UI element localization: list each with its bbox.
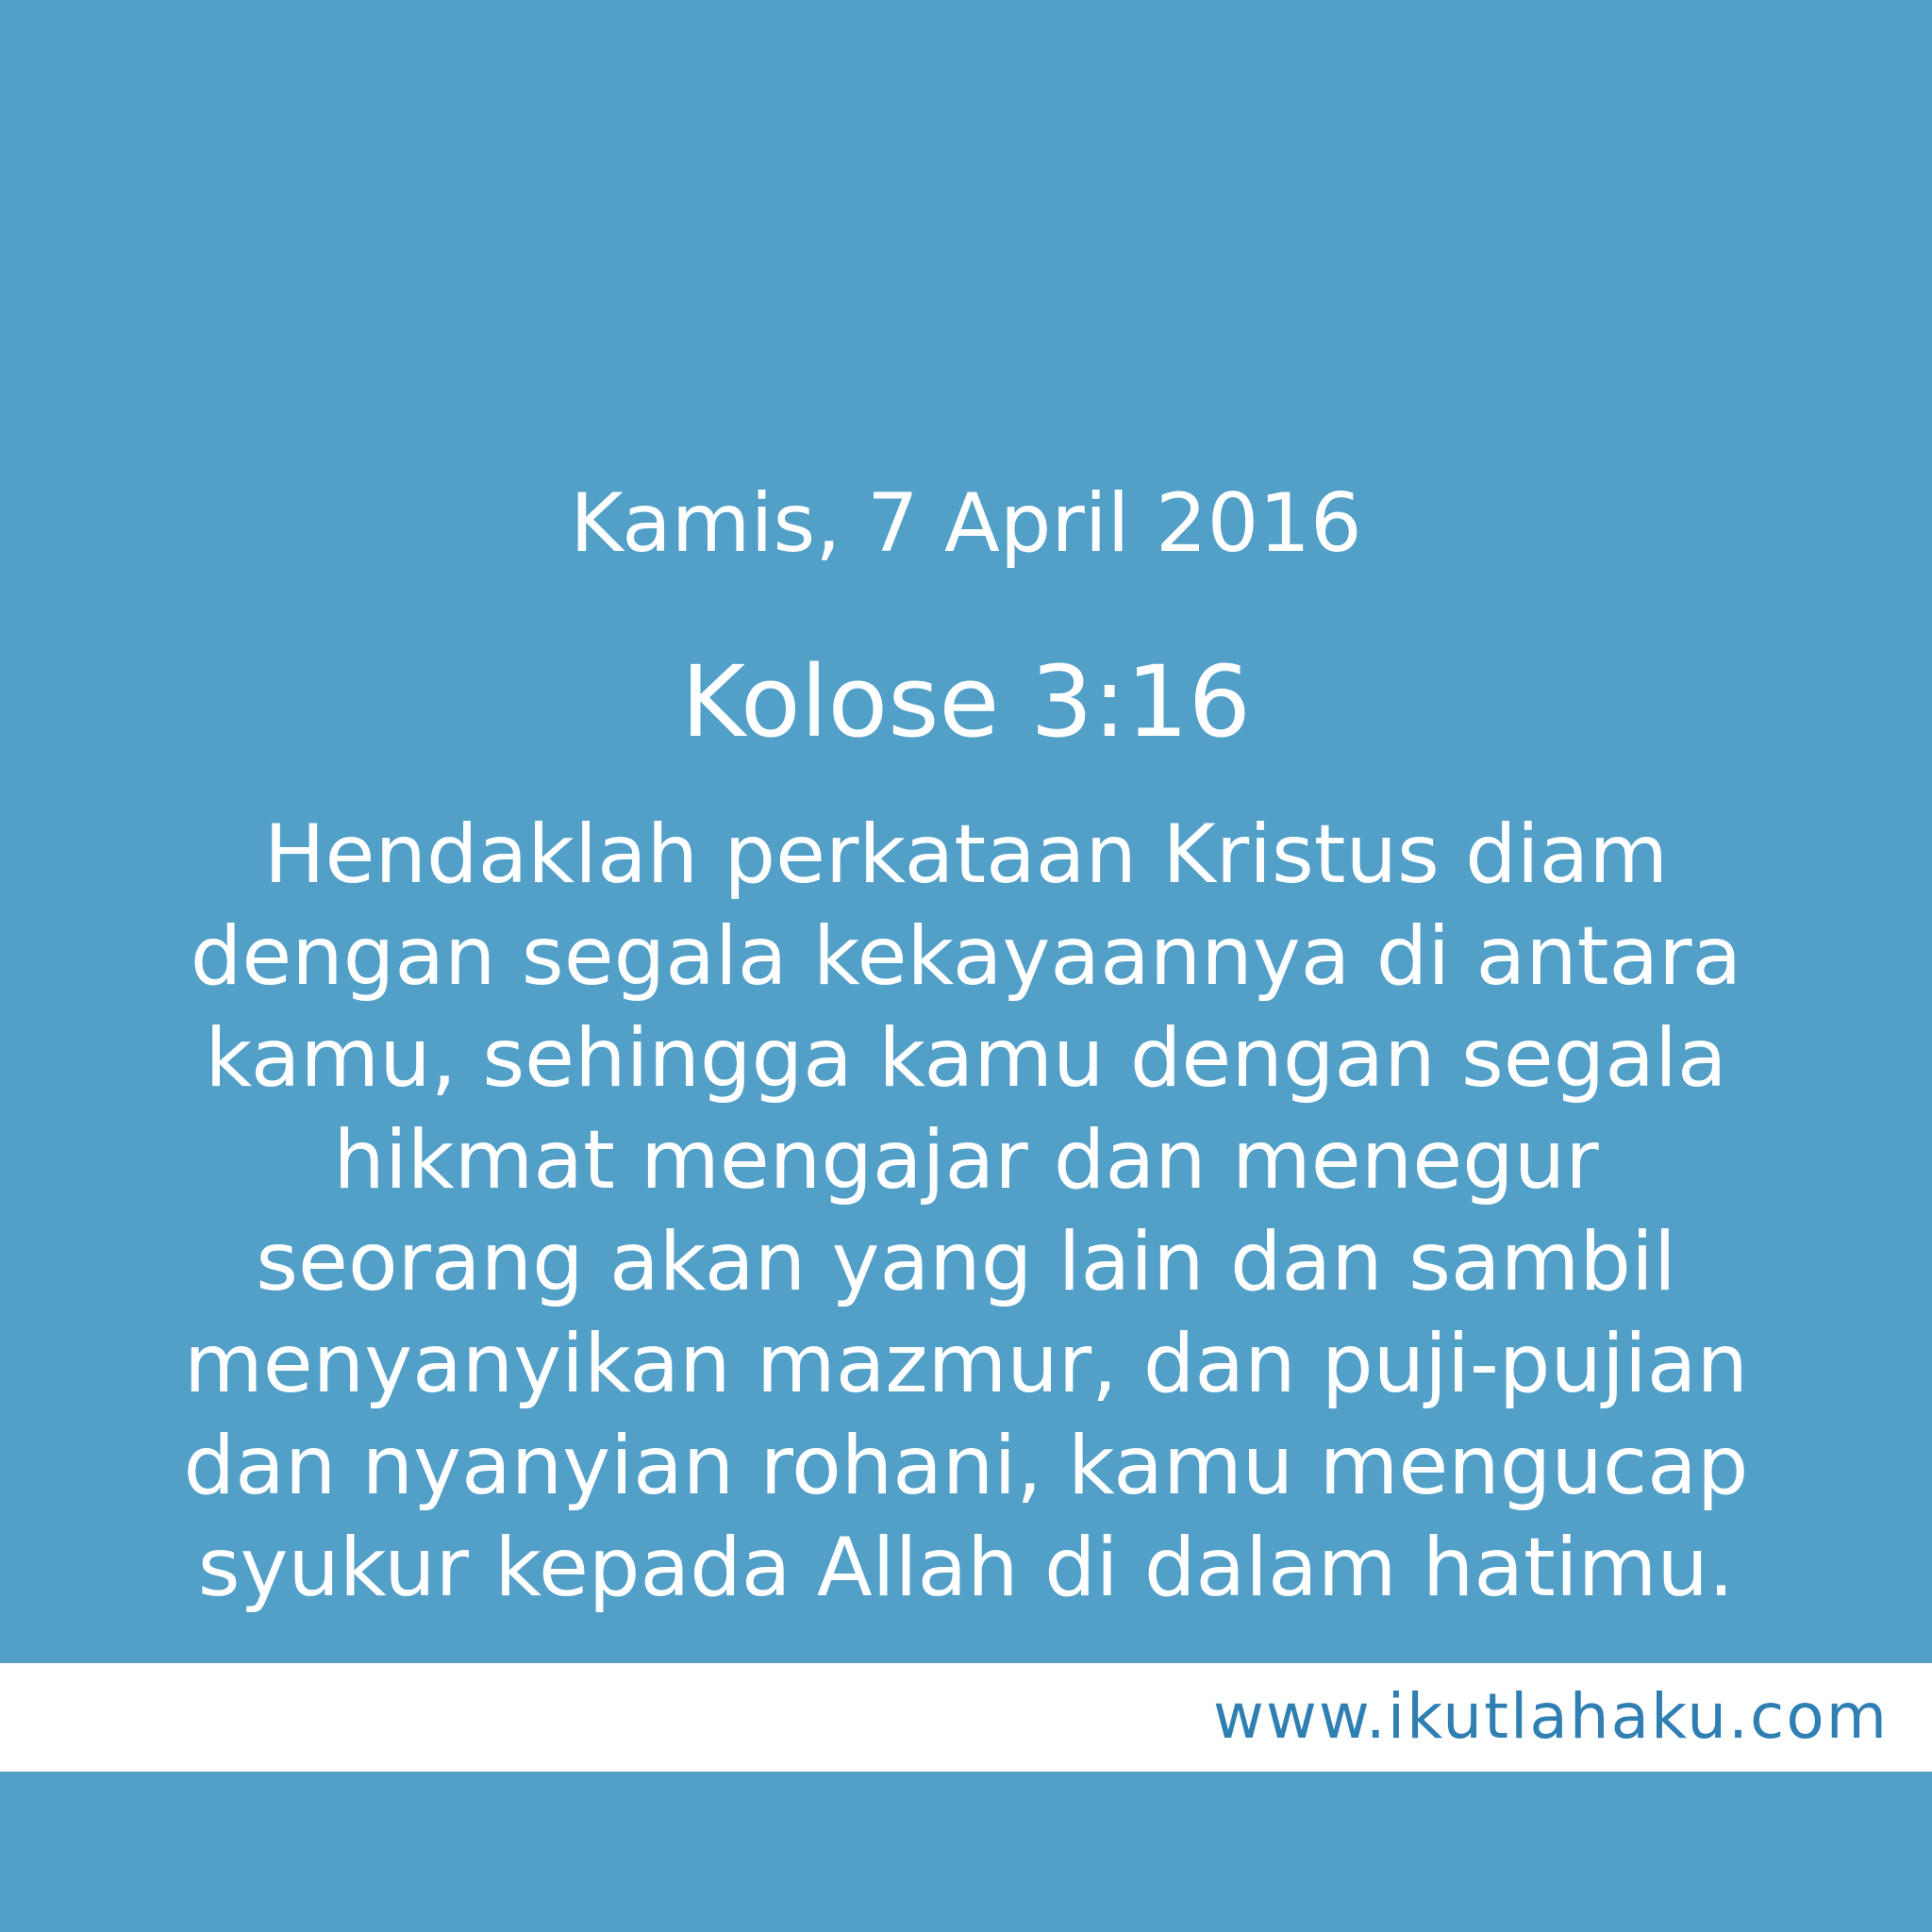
verse-line: hikmat mengajar dan menegur [333, 1113, 1599, 1208]
verse-line: dan nyanyian rohani, kamu mengucap [183, 1419, 1749, 1513]
verse-line: dengan segala kekayaannya di antara [190, 909, 1742, 1004]
verse-line: menyanyikan mazmur, dan puji-pujian [184, 1317, 1748, 1411]
website-link[interactable]: www.ikutlahaku.com [1212, 1680, 1889, 1753]
verse-text [113, 804, 1819, 1619]
date-heading: Kamis, 7 April 2016 [570, 476, 1362, 571]
footer-band [0, 1663, 1932, 1772]
verse-line: Hendaklah perkataan Kristus diam [263, 808, 1669, 902]
verse-line: syukur kepada Allah di dalam hatimu. [197, 1521, 1735, 1615]
verse-line: seorang akan yang lain dan sambil [256, 1215, 1676, 1309]
verse-line: kamu, sehingga kamu dengan segala [205, 1011, 1727, 1106]
verse-reference: Kolose 3:16 [681, 644, 1251, 759]
